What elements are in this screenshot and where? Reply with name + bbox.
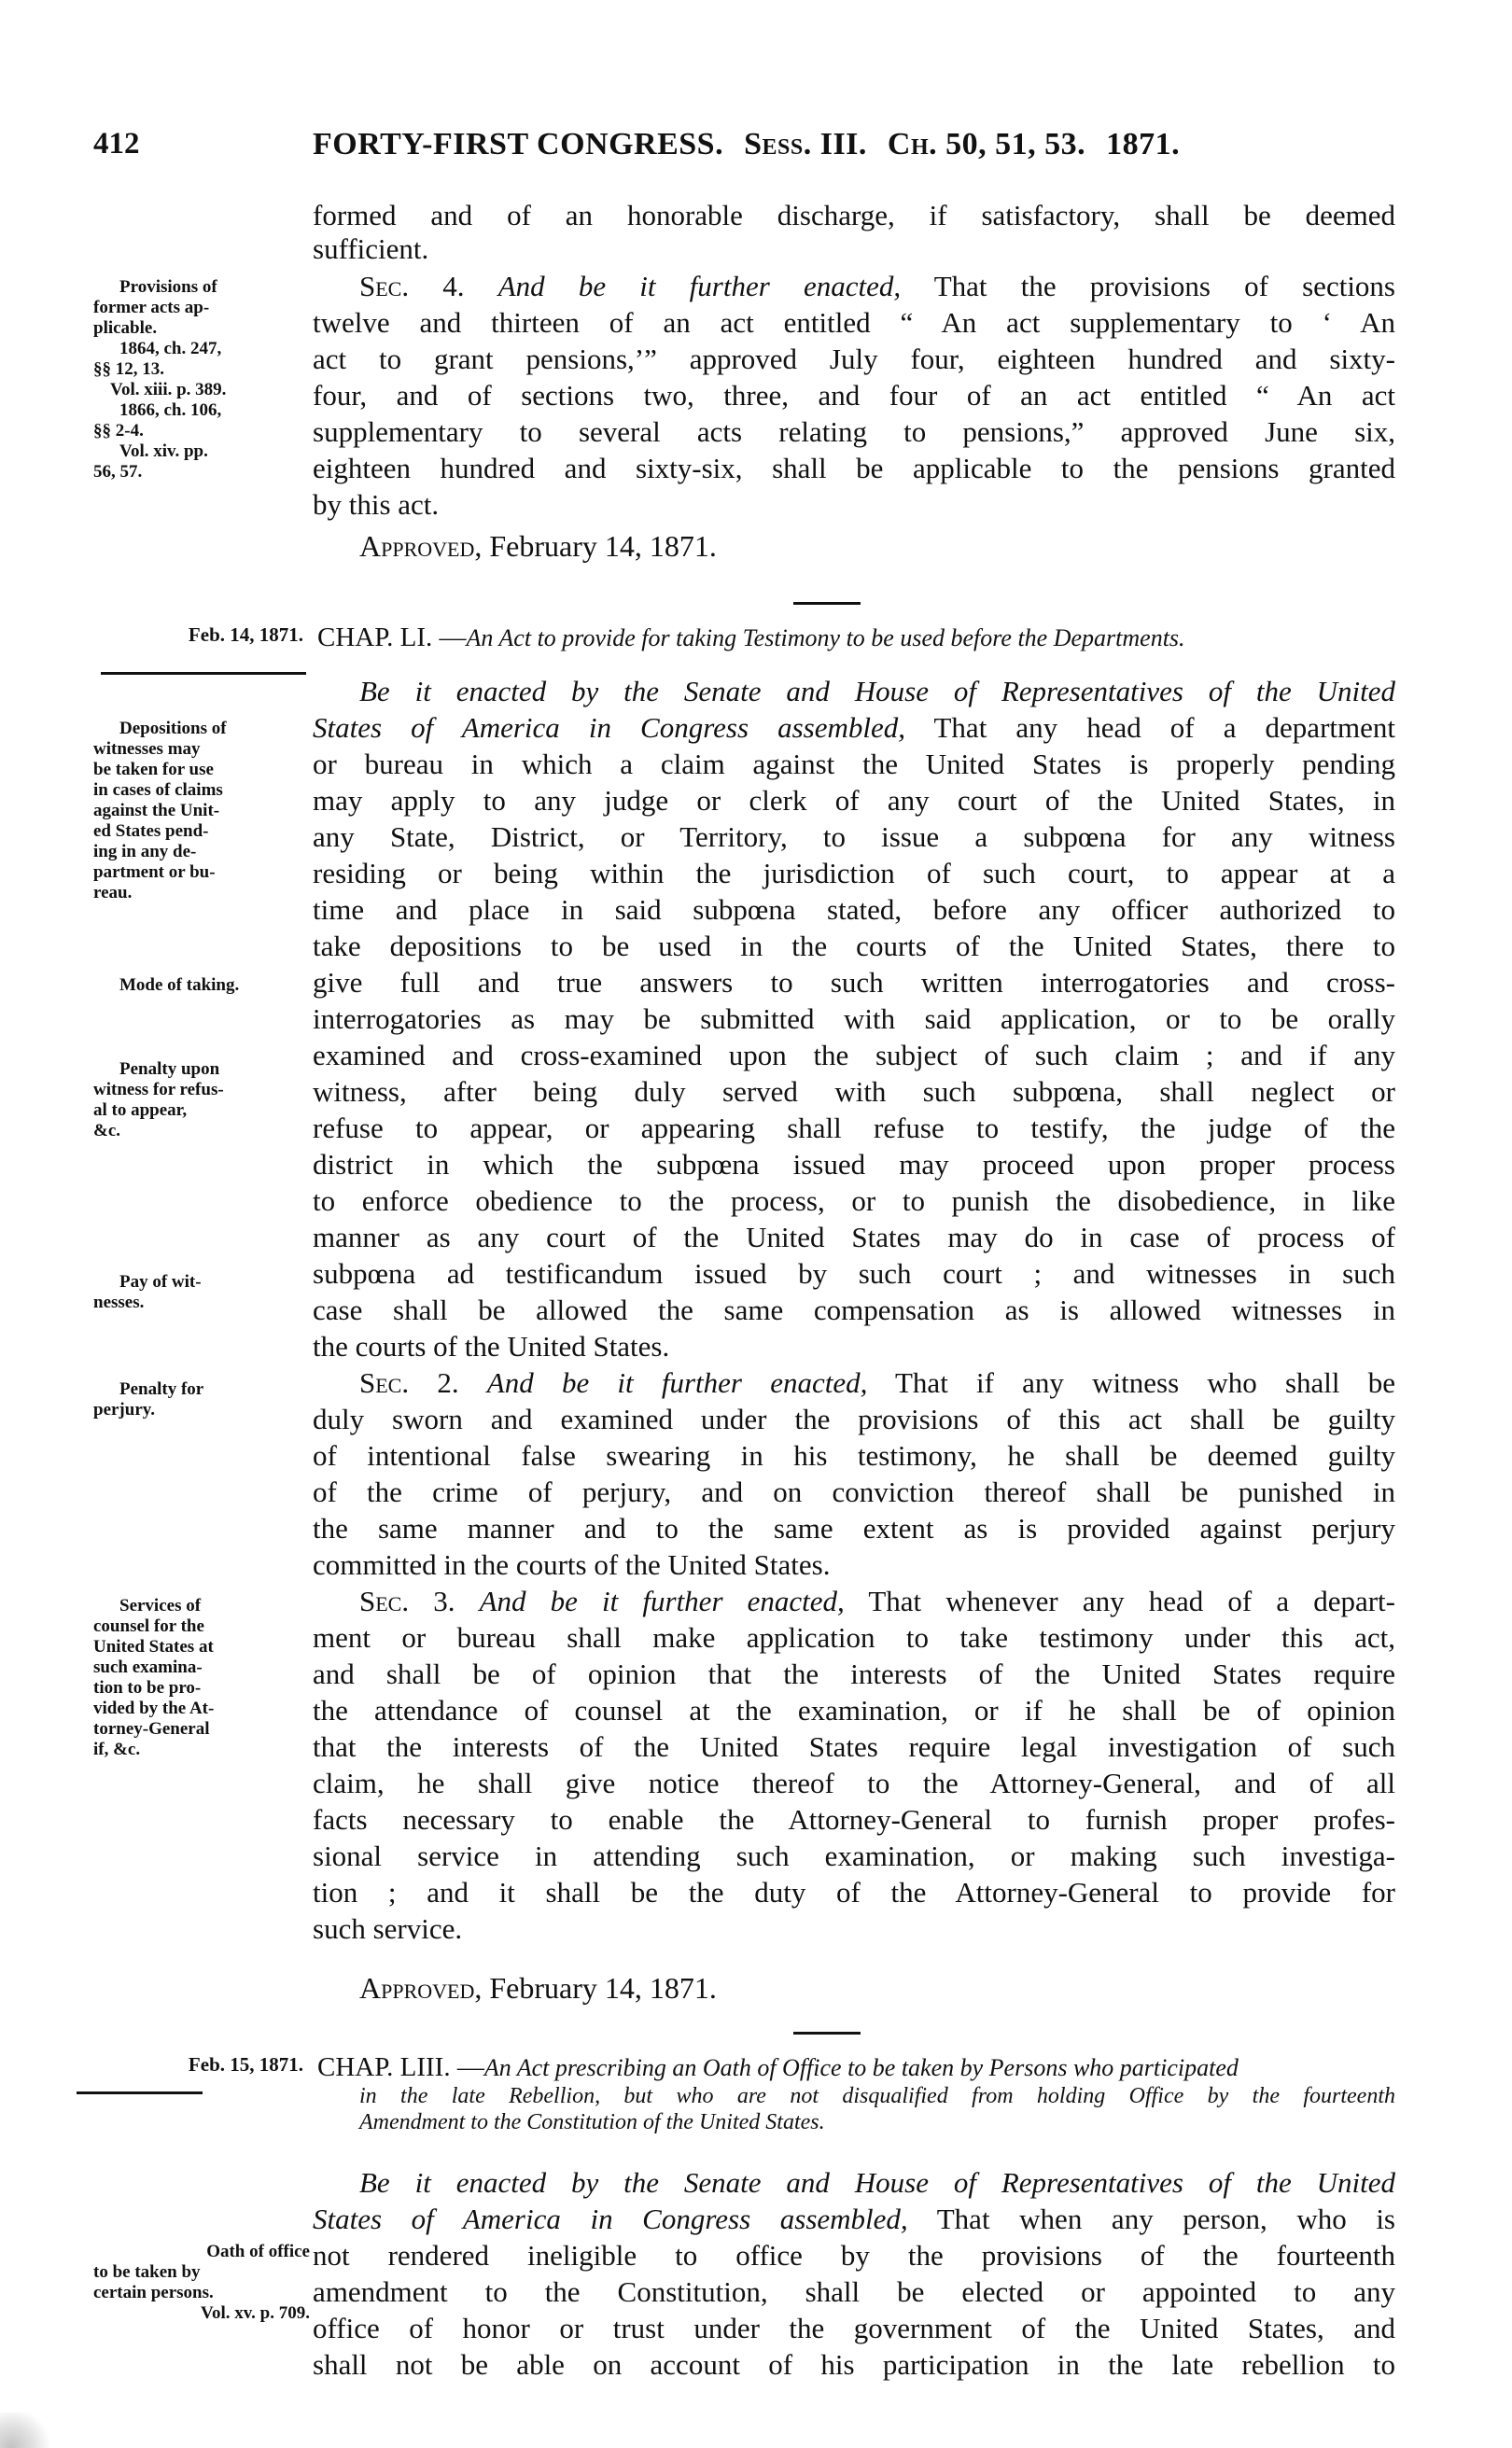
body-text: That any head of a department bbox=[933, 711, 1395, 744]
body-line: such service. bbox=[313, 1912, 463, 1945]
body-line: and shall be of opinion that the interests of the United States require bbox=[313, 1658, 1395, 1690]
running-head-title bbox=[313, 127, 1180, 162]
body-line: that the interests of the United States require legal investigation of such bbox=[313, 1730, 1395, 1763]
note-line: tion to be pro- bbox=[93, 1678, 202, 1698]
note-line: former acts ap- bbox=[93, 298, 210, 317]
body-line: ment or bureau shall make application to take testimony under this act, bbox=[313, 1621, 1395, 1654]
note-line: ing in any de- bbox=[93, 842, 197, 861]
body-line: duly sworn and examined under the provisions of this act shall be guilty bbox=[313, 1403, 1395, 1435]
approval-line bbox=[359, 1969, 717, 2007]
enacting-clause-line-2 bbox=[313, 2202, 1395, 2237]
note-line: nesses. bbox=[93, 1293, 145, 1312]
section-divider bbox=[793, 602, 861, 605]
note-line: Services of bbox=[119, 1596, 202, 1616]
note-line: such examina- bbox=[93, 1658, 203, 1677]
scan-artifact bbox=[0, 2413, 56, 2448]
approval-line bbox=[359, 527, 717, 565]
note-line: perjury. bbox=[93, 1400, 155, 1420]
note-line: ed States pend- bbox=[93, 821, 209, 841]
chapter-label: CHAP. LIII. — bbox=[317, 2052, 484, 2082]
chapter-title: An Act prescribing an Oath of Office to be taken by Persons who participated bbox=[483, 2054, 1239, 2081]
body-line: case shall be allowed the same compensation as is allowed witnesses in bbox=[313, 1294, 1395, 1326]
note-line: Vol. xiv. pp. bbox=[119, 441, 208, 461]
body-line: time and place in said subpœna stated, before any officer authorized to bbox=[313, 893, 1395, 926]
approved-label: Approved, bbox=[359, 1971, 483, 2005]
note-line: al to appear, bbox=[93, 1100, 188, 1120]
note-line: 1864, ch. 247, bbox=[119, 339, 222, 358]
body-line: to enforce obedience to the process, or to punish the disobedience, in like bbox=[313, 1184, 1395, 1217]
enacting-phrase: And be it further enacted, bbox=[497, 270, 902, 302]
body-line: committed in the courts of the United States. bbox=[313, 1548, 831, 1581]
body-line: claim, he shall give notice thereof to the Attorney-General, and of all bbox=[313, 1767, 1395, 1799]
body-line: residing or being within the jurisdiction of such court, to appear at a bbox=[313, 857, 1395, 889]
body-line: amendment to the Constitution, shall be elected or appointed to any bbox=[313, 2275, 1395, 2308]
chapter-51-date: Feb. 14, 1871. bbox=[188, 623, 303, 646]
approved-date: February 14, 1871. bbox=[489, 1971, 717, 2005]
enacting-phrase: And be it further enacted, bbox=[479, 1585, 845, 1617]
body-line: the courts of the United States. bbox=[313, 1330, 670, 1363]
margin-note-depositions bbox=[93, 719, 310, 903]
note-line: in cases of claims bbox=[93, 780, 223, 800]
enacting-clause-line-2 bbox=[313, 710, 1395, 746]
note-line: Vol. xv. p. 709. bbox=[200, 2303, 310, 2323]
note-line: Penalty for bbox=[119, 1379, 204, 1399]
section-4-first-line bbox=[359, 269, 1395, 304]
note-line: reau. bbox=[93, 883, 133, 902]
enacting-clause: Be it enacted by the Senate and House of Representatives of the United bbox=[359, 2166, 1395, 2199]
note-line: partment or bu- bbox=[93, 862, 216, 882]
note-line: against the Unit- bbox=[93, 801, 220, 820]
body-line: sional service in attending such examination, or making such investiga- bbox=[313, 1839, 1395, 1872]
body-line: manner as any court of the United States may do in case of process of bbox=[313, 1221, 1395, 1253]
body-line: office of honor or trust under the government of the United States, and bbox=[313, 2312, 1395, 2344]
body-line: may apply to any judge or clerk of any court of the United States, in bbox=[313, 784, 1395, 817]
section-3-first-line bbox=[359, 1584, 1395, 1619]
note-line: plicable. bbox=[93, 318, 158, 338]
date-underline bbox=[101, 672, 306, 675]
section-divider bbox=[793, 2032, 861, 2035]
margin-note-perjury bbox=[93, 1379, 310, 1420]
body-line: supplementary to several acts relating to pensions,” approved June six, bbox=[313, 415, 1395, 448]
body-line: tion ; and it shall be the duty of the Attorney-General to provide for bbox=[313, 1876, 1395, 1909]
body-line: district in which the subpœna issued may proceed upon proper process bbox=[313, 1148, 1395, 1181]
body-line: give full and true answers to such written interrogatories and cross- bbox=[313, 966, 1395, 999]
body-line: sufficient. bbox=[313, 232, 429, 265]
body-line: formed and of an honorable discharge, if satisfactory, shall be deemed bbox=[313, 199, 1395, 231]
body-line: or bureau in which a claim against the United States is properly pending bbox=[313, 748, 1395, 780]
chapter-51-heading bbox=[317, 623, 1185, 652]
margin-note-oath bbox=[93, 2242, 310, 2324]
body-line: eighteen hundred and sixty-six, shall be applicable to the pensions granted bbox=[313, 452, 1395, 484]
session-label: Sess. III. bbox=[744, 127, 867, 161]
note-line: vided by the At- bbox=[93, 1699, 215, 1718]
note-line: Vol. xiii. p. 389. bbox=[110, 380, 227, 399]
chapter-title-line: Amendment to the Constitution of the United States. bbox=[359, 2110, 825, 2134]
note-line: witnesses may bbox=[93, 739, 201, 759]
body-line: any State, District, or Territory, to issue a subpœna for any witness bbox=[313, 820, 1395, 853]
section-label: Sec. 4. bbox=[359, 270, 465, 302]
body-line: examined and cross-examined upon the subject of such claim ; and if any bbox=[313, 1039, 1395, 1071]
chapter-label: CHAP. LI. — bbox=[317, 622, 467, 652]
note-line: §§ 2-4. bbox=[93, 421, 144, 441]
body-line: act to grant pensions,’” approved July four, eighteen hundred and sixty- bbox=[313, 343, 1395, 375]
note-line: Depositions of bbox=[119, 719, 227, 738]
chapters-label: Ch. 50, 51, 53. bbox=[887, 127, 1086, 161]
chapter-53-date: Feb. 15, 1871. bbox=[188, 2053, 303, 2076]
body-text: That the provisions of sections bbox=[933, 270, 1395, 302]
note-line: &c. bbox=[93, 1121, 121, 1140]
note-line: Oath of office bbox=[206, 2242, 310, 2261]
note-line: 1866, ch. 106, bbox=[119, 400, 222, 420]
enacting-phrase: And be it further enacted, bbox=[486, 1366, 868, 1399]
margin-note-counsel bbox=[93, 1596, 310, 1760]
body-line: interrogatories as may be submitted with said application, or to be orally bbox=[313, 1002, 1395, 1035]
note-line: Provisions of bbox=[119, 277, 217, 297]
note-line: torney-General bbox=[93, 1719, 210, 1739]
margin-note-mode-of-taking bbox=[93, 975, 310, 996]
body-line: by this act. bbox=[313, 488, 440, 521]
approved-date: February 14, 1871. bbox=[489, 529, 717, 563]
body-line: not rendered ineligible to office by the provisions of the fourteenth bbox=[313, 2239, 1395, 2272]
body-line: shall not be able on account of his participation in the late rebellion to bbox=[313, 2348, 1395, 2381]
body-line: twelve and thirteen of an act entitled “ An act supplementary to ‘ An bbox=[313, 306, 1395, 339]
chapter-53-heading bbox=[317, 2053, 1239, 2082]
note-line: to be taken by bbox=[93, 2262, 201, 2282]
running-head bbox=[93, 127, 1400, 168]
note-line: United States at bbox=[93, 1637, 214, 1657]
chapter-title: An Act to provide for taking Testimony to be used before the Departments. bbox=[466, 624, 1185, 651]
body-line: facts necessary to enable the Attorney-General to furnish proper profes- bbox=[313, 1803, 1395, 1836]
body-text: That whenever any head of a depart- bbox=[868, 1585, 1395, 1617]
body-line: subpœna ad testificandum issued by such court ; and witnesses in such bbox=[313, 1257, 1395, 1290]
enacting-phrase: States of America in Congress assembled, bbox=[313, 711, 905, 744]
enacting-phrase: States of America in Congress assembled, bbox=[313, 2203, 908, 2235]
margin-note-pay-of-witnesses bbox=[93, 1272, 310, 1313]
margin-note-provisions bbox=[93, 277, 310, 483]
note-line: witness for refus- bbox=[93, 1080, 224, 1099]
note-line: 56, 57. bbox=[93, 462, 143, 482]
date-underline bbox=[77, 2091, 203, 2094]
body-line: the same manner and to the same extent as is provided against perjury bbox=[313, 1512, 1395, 1545]
note-line: counsel for the bbox=[93, 1616, 204, 1636]
body-line: refuse to appear, or appearing shall refuse to testify, the judge of the bbox=[313, 1112, 1395, 1144]
section-label: Sec. 2. bbox=[359, 1366, 459, 1399]
enacting-clause: Be it enacted by the Senate and House of Representatives of the United bbox=[359, 675, 1395, 707]
congress-name: FORTY-FIRST CONGRESS. bbox=[313, 127, 724, 161]
note-line: Pay of wit- bbox=[119, 1272, 202, 1292]
note-line: §§ 12, 13. bbox=[93, 359, 164, 379]
note-line: Mode of taking. bbox=[119, 975, 240, 995]
body-line: of intentional false swearing in his testimony, he shall be deemed guilty bbox=[313, 1439, 1395, 1472]
note-line: be taken for use bbox=[93, 760, 214, 779]
chapter-title-line: in the late Rebellion, but who are not disqualified from holding Office by the fourteenth bbox=[359, 2084, 1395, 2108]
section-label: Sec. 3. bbox=[359, 1585, 455, 1617]
note-line: certain persons. bbox=[93, 2283, 214, 2302]
approved-label: Approved, bbox=[359, 529, 483, 563]
body-text: That if any witness who shall be bbox=[895, 1366, 1395, 1399]
body-line: take depositions to be used in the courts of the United States, there to bbox=[313, 930, 1395, 962]
body-text: That when any person, who is bbox=[936, 2203, 1395, 2235]
note-line: Penalty upon bbox=[119, 1059, 220, 1079]
body-line: witness, after being duly served with such subpœna, shall neglect or bbox=[313, 1075, 1395, 1108]
body-line: four, and of sections two, three, and four of an act entitled “ An act bbox=[313, 379, 1395, 412]
note-line: if, &c. bbox=[93, 1740, 141, 1759]
margin-note-penalty-refusal bbox=[93, 1059, 310, 1141]
body-line: the attendance of counsel at the examination, or if he shall be of opinion bbox=[313, 1694, 1395, 1727]
year-label: 1871. bbox=[1106, 127, 1181, 161]
page-number: 412 bbox=[93, 127, 140, 161]
section-2-first-line bbox=[359, 1365, 1395, 1401]
body-line: of the crime of perjury, and on conviction thereof shall be punished in bbox=[313, 1476, 1395, 1508]
